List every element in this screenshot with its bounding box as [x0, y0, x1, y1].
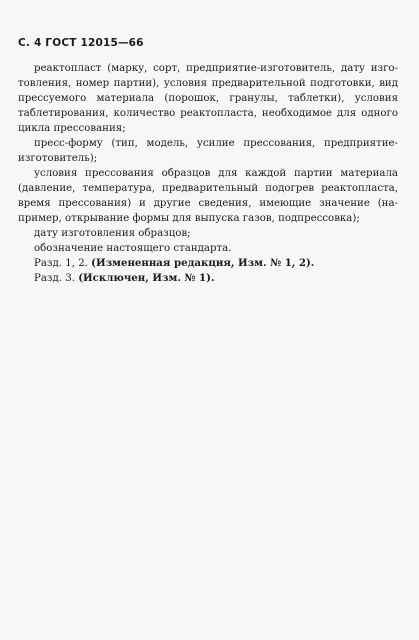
text-line: товления, номер партии), условия предварительной подготовки, вид [18, 78, 398, 89]
amendment-line [18, 271, 398, 286]
text-line: таблетирования, количество реактопласта, необходимое для одного [18, 108, 398, 119]
text-line: реактопласт (марку, сорт, предприятие-изготовитель, дату изго- [34, 63, 398, 74]
amendment-line [18, 256, 398, 271]
amendment-prefix: Разд. 3. [34, 273, 75, 284]
amendment-prefix: Разд. 1, 2. [34, 258, 88, 269]
amendment-note: (Исключен, Изм. № 1). [78, 272, 215, 284]
text-line: дату изготовления образцов; [34, 228, 191, 239]
text-line: (давление, температура, предварительный подогрев реактопласта, [18, 183, 398, 194]
text-line: время прессования) и другие сведения, имеющие значение (на- [18, 198, 398, 209]
text-line: изготовитель); [18, 153, 98, 164]
page-header: С. 4 ГОСТ 12015—66 [18, 37, 144, 49]
text-line: условия прессования образцов для каждой партии материала [34, 168, 398, 179]
text-line: прессуемого материала (порошок, гранулы, таблетки), условия [18, 93, 398, 104]
text-line: пресс-форму (тип, модель, усилие прессования, предприятие- [34, 138, 398, 149]
amendment-note: (Измененная редакция, Изм. № 1, 2). [91, 257, 315, 269]
text-line: пример, открывание формы для выпуска газов, подпрессовка); [18, 213, 360, 224]
document-body [18, 61, 398, 286]
text-line: цикла прессования; [18, 123, 126, 134]
text-line: обозначение настоящего стандарта. [34, 243, 232, 254]
